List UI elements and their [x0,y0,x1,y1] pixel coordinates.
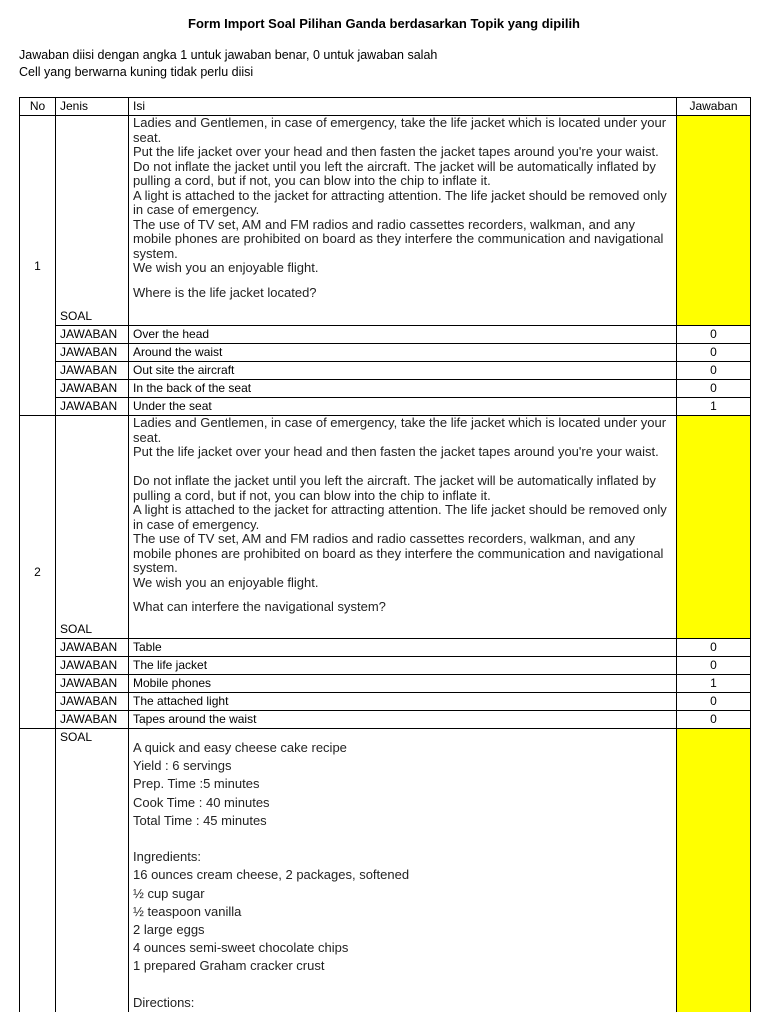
soal-passage: Ladies and Gentlemen, in case of emergency, take the life jacket which is located under your seat. Put the life jacket over your head and then fasten the jacket tapes around you're your waist. Do not inflate the jacket until you left the aircraft. The jacket will be automatically inflated by pulling a cord, but if not, you can blow into the chip to inflate it. A light is attached to the jacket for attracting attention. The life jacket should be removed only in case of emergency. The use of TV set, AM and FM radios and radio cassettes recorders, walkman, and any mobile phones are prohibited on board as they interfere the communication and navigational system. We wish you an enjoyable flight. [133,115,667,275]
answer-text[interactable]: Table [129,639,677,657]
instruction-note-1: Jawaban diisi dengan angka 1 untuk jawaban benar, 0 untuk jawaban salah [19,48,438,62]
answer-value[interactable]: 0 [677,344,751,362]
answer-text[interactable]: The attached light [129,693,677,711]
answer-value[interactable]: 0 [677,639,751,657]
answer-value[interactable]: 0 [677,380,751,398]
jawaban-cell-disabled [677,729,751,1013]
soal-label: SOAL [56,116,129,326]
answer-text[interactable]: Mobile phones [129,675,677,693]
answer-text[interactable]: Out site the aircraft [129,362,677,380]
question-table [19,97,751,1012]
answer-type: JAWABAN [56,326,129,344]
soal-row-2 [20,416,751,639]
answer-text[interactable]: Over the head [129,326,677,344]
answer-value[interactable]: 0 [677,362,751,380]
soal-label: SOAL [56,416,129,639]
answer-row [20,362,751,380]
soal-passage: A quick and easy cheese cake recipe Yield : 6 servings Prep. Time :5 minutes Cook Time : 40 minutes Total Time : 45 minutes Ingredients: 16 ounces cream cheese, 2 packages, softened ½ cup sugar ½ teaspoon vanilla 2 large eggs 4 ounces semi-sweet chocolate chips 1 prepared Graham cracker crust Directions: [133,740,410,1010]
soal-row-1 [20,116,751,326]
answer-value[interactable]: 0 [677,657,751,675]
soal-content[interactable] [129,729,677,1013]
answer-row [20,675,751,693]
answer-text[interactable]: Tapes around the waist [129,711,677,729]
question-number-2: 2 [20,416,56,729]
jawaban-cell-disabled [677,416,751,639]
soal-passage: Ladies and Gentlemen, in case of emergency, take the life jacket which is located under your seat. Put the life jacket over your head and then fasten the jacket tapes around you're your waist. Do not inflate the jacket until you left the aircraft. The jacket will be automatically inflated by pulling a cord, but if not, you can blow into the chip to inflate it. A light is attached to the jacket for attracting attention. The life jacket should be removed only in case of emergency. The use of TV set, AM and FM radios and radio cassettes recorders, walkman, and any mobile phones are prohibited on board as they interfere the communication and navigational system. We wish you an enjoyable flight. [133,415,667,590]
answer-value[interactable]: 0 [677,711,751,729]
answer-row [20,657,751,675]
question-number-3 [20,729,56,1013]
answer-type: JAWABAN [56,711,129,729]
answer-type: JAWABAN [56,398,129,416]
soal-content[interactable] [129,416,677,639]
answer-value[interactable]: 0 [677,693,751,711]
answer-text[interactable]: The life jacket [129,657,677,675]
answer-text[interactable]: Around the waist [129,344,677,362]
answer-row [20,693,751,711]
header-jenis: Jenis [56,98,129,116]
answer-type: JAWABAN [56,657,129,675]
answer-type: JAWABAN [56,344,129,362]
header-no: No [20,98,56,116]
soal-question: What can interfere the navigational system? [133,599,386,614]
soal-content[interactable] [129,116,677,326]
answer-row [20,380,751,398]
header-jawaban: Jawaban [677,98,751,116]
answer-text[interactable]: Under the seat [129,398,677,416]
table-header-row [20,98,751,116]
header-isi: Isi [129,98,677,116]
answer-value[interactable]: 0 [677,326,751,344]
soal-row-3 [20,729,751,1013]
question-number-1: 1 [20,116,56,416]
answer-type: JAWABAN [56,639,129,657]
answer-row [20,398,751,416]
answer-type: JAWABAN [56,380,129,398]
answer-row [20,711,751,729]
soal-question: Where is the life jacket located? [133,284,317,300]
answer-row [20,326,751,344]
answer-value[interactable]: 1 [677,675,751,693]
form-title: Form Import Soal Pilihan Ganda berdasarkan Topik yang dipilih [188,16,580,31]
answer-type: JAWABAN [56,675,129,693]
answer-text[interactable]: In the back of the seat [129,380,677,398]
answer-value[interactable]: 1 [677,398,751,416]
answer-type: JAWABAN [56,693,129,711]
answer-row [20,639,751,657]
answer-row [20,344,751,362]
instruction-note-2: Cell yang berwarna kuning tidak perlu diisi [19,65,254,79]
soal-label: SOAL [56,729,129,1013]
answer-type: JAWABAN [56,362,129,380]
jawaban-cell-disabled [677,116,751,326]
